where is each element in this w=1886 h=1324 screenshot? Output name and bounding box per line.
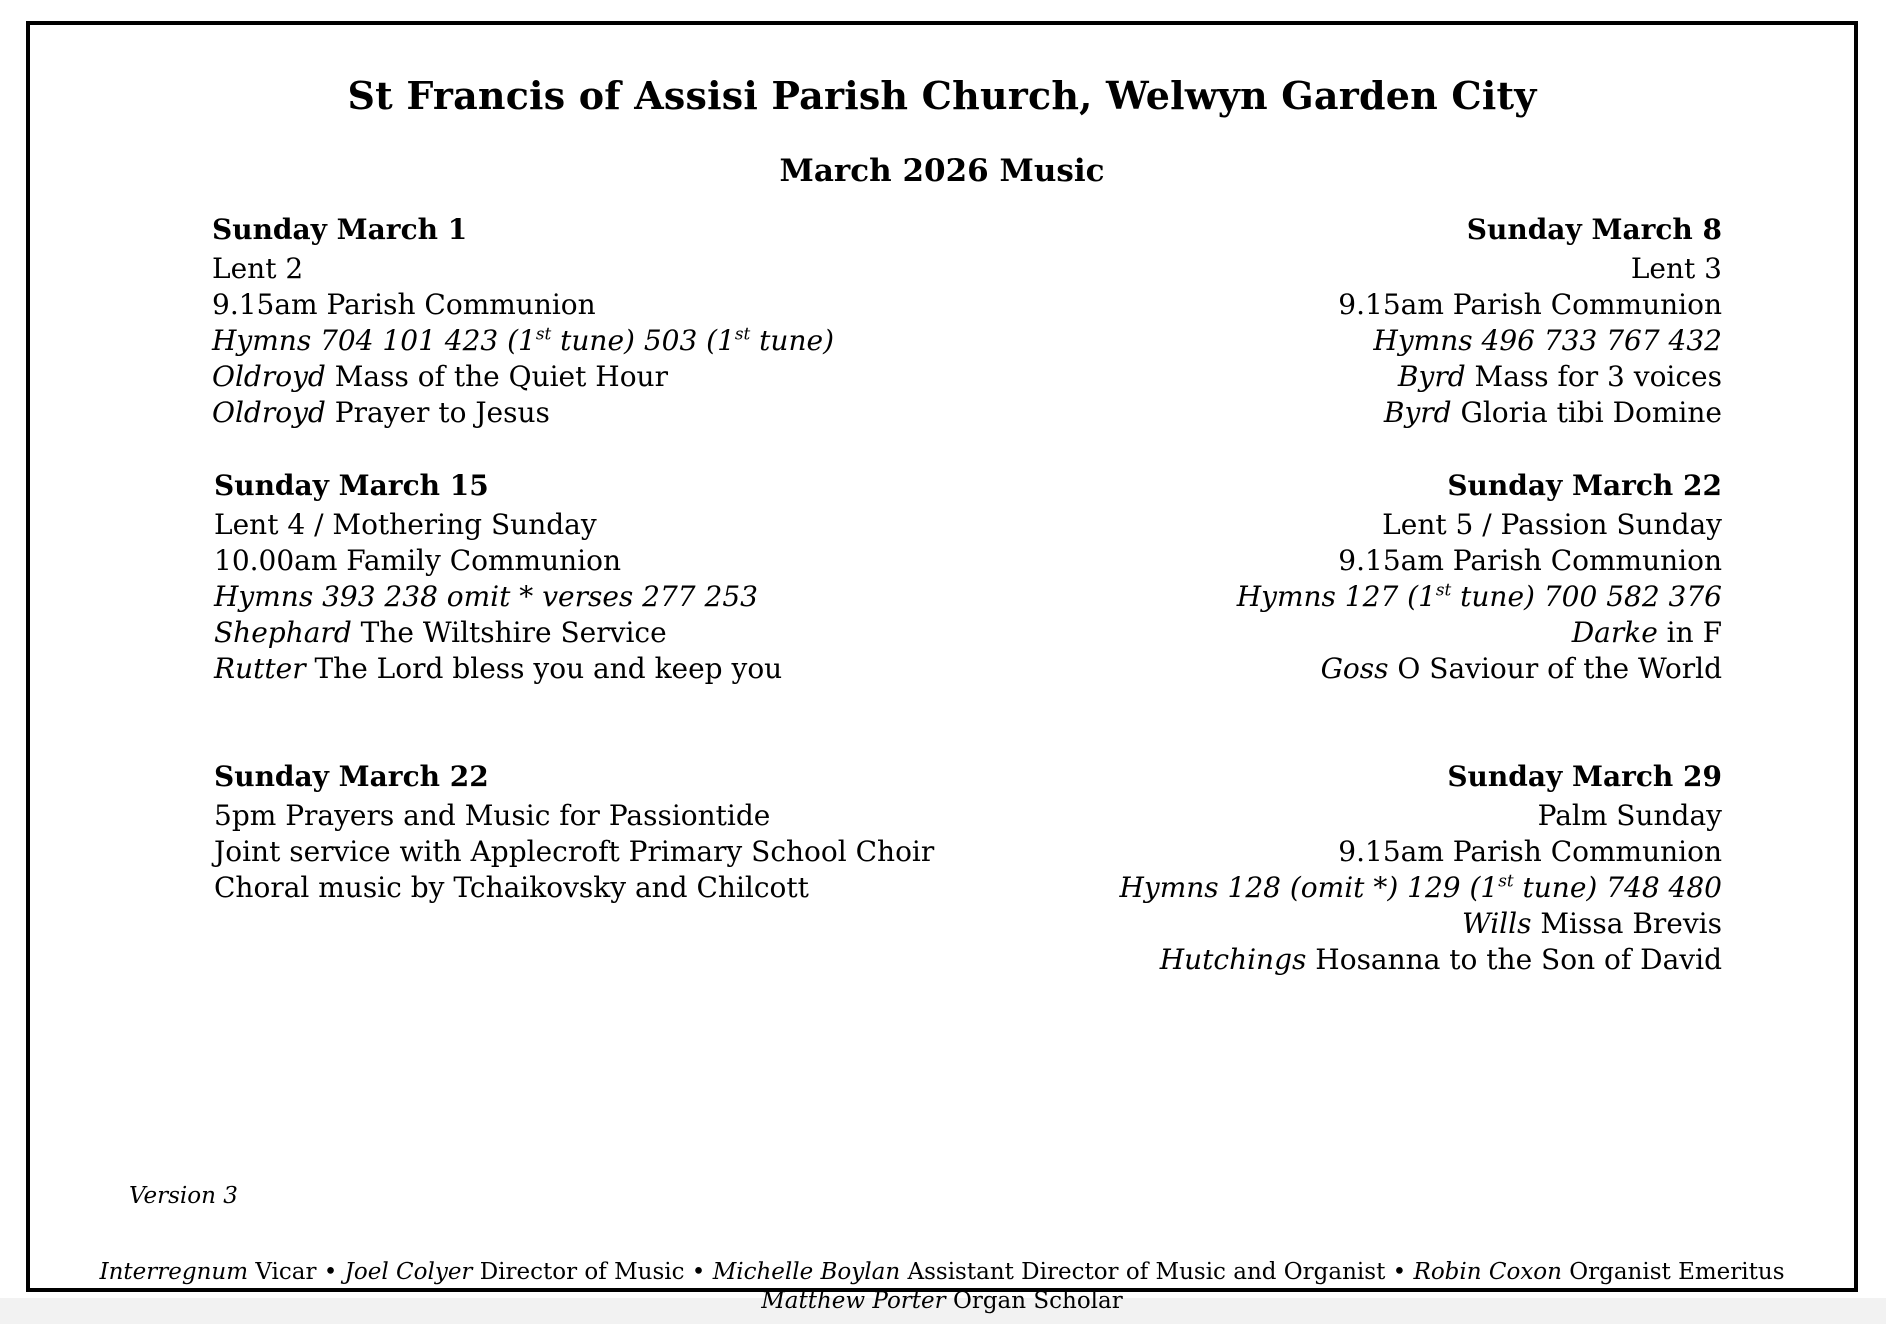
- service-setting: [842, 615, 1722, 651]
- staff-name: Robin Coxon: [1413, 1259, 1562, 1285]
- staff-name: Joel Colyer: [344, 1259, 473, 1285]
- staff-role: Vicar •: [248, 1259, 345, 1285]
- composer-name: Hutchings: [1159, 943, 1307, 976]
- hymns-text: tune): [750, 324, 834, 357]
- work-title: in F: [1657, 616, 1722, 649]
- service-occasion: Lent 5 / Passion Sunday: [1382, 508, 1722, 541]
- service-hymns: [842, 323, 1722, 359]
- composer-name: Goss: [1320, 652, 1389, 685]
- staff-role: Director of Music •: [472, 1259, 713, 1285]
- composer-name: Rutter: [214, 652, 306, 685]
- ordinal-suffix: st: [1498, 870, 1514, 891]
- service-occasion: Lent 2: [212, 252, 304, 285]
- work-title: Gloria tibi Domine: [1451, 396, 1722, 429]
- staff-line-1: [30, 1258, 1854, 1287]
- service-time: 9.15am Parish Communion: [1338, 544, 1722, 577]
- hymns-text: Hymns 393 238 omit * verses 277 253: [214, 580, 758, 613]
- ordinal-suffix: st: [1435, 579, 1452, 600]
- service-occasion: Lent 3: [1630, 252, 1722, 285]
- service-anthem: [842, 942, 1722, 978]
- service-occasion: Lent 4 / Mothering Sunday: [214, 508, 597, 541]
- service-time: 10.00am Family Communion: [214, 544, 621, 577]
- service-march-29: [842, 760, 1722, 978]
- service-march-22: [842, 469, 1722, 687]
- staff-role: Assistant Director of Music and Organist •: [900, 1259, 1414, 1285]
- service-time: 9.15am Parish Communion: [1338, 288, 1722, 321]
- staff-name: Interregnum: [99, 1259, 249, 1285]
- work-title: The Lord bless you and keep you: [305, 652, 783, 685]
- composer-name: Byrd: [1383, 396, 1452, 429]
- hymns-text: tune) 503 (1: [551, 324, 735, 357]
- composer-name: Shephard: [214, 616, 352, 649]
- work-title: Mass for 3 voices: [1465, 360, 1722, 393]
- service-day: Sunday March 22: [1447, 469, 1722, 502]
- hymns-text: Hymns 704 101 423 (1: [212, 324, 536, 357]
- work-title: Mass of the Quiet Hour: [325, 360, 668, 393]
- service-time: 9.15am Parish Communion: [212, 288, 596, 321]
- document-page: [26, 21, 1858, 1314]
- staff-role: Organist Emeritus: [1561, 1259, 1785, 1285]
- service-setting: [842, 359, 1722, 395]
- staff-footer: [30, 1258, 1854, 1316]
- staff-role: Organ Scholar: [945, 1288, 1123, 1314]
- composer-name: Oldroyd: [212, 360, 326, 393]
- composer-name: Byrd: [1397, 360, 1466, 393]
- composer-name: Wills: [1461, 907, 1532, 940]
- hymns-text: Hymns 496 733 767 432: [1373, 324, 1722, 357]
- service-line: Joint service with Applecroft Primary School Choir: [214, 835, 935, 868]
- service-day: Sunday March 22: [214, 760, 489, 793]
- service-line: 5pm Prayers and Music for Passiontide: [214, 799, 771, 832]
- page-subtitle: March 2026 Music: [779, 153, 1105, 189]
- ordinal-suffix: st: [734, 323, 751, 344]
- service-hymns: [842, 870, 1722, 906]
- staff-name: Matthew Porter: [761, 1288, 946, 1314]
- service-time: 9.15am Parish Communion: [1338, 835, 1722, 868]
- page-title: St Francis of Assisi Parish Church, Welwyn Garden City: [347, 73, 1537, 118]
- service-setting: [842, 906, 1722, 942]
- ordinal-suffix: st: [535, 323, 552, 344]
- hymns-text: tune) 748 480: [1513, 871, 1722, 904]
- composer-name: Darke: [1571, 616, 1658, 649]
- version-label: Version 3: [129, 1183, 238, 1209]
- service-anthem: [842, 651, 1722, 687]
- hymns-text: Hymns 127 (1: [1236, 580, 1436, 613]
- service-day: Sunday March 29: [1447, 760, 1722, 793]
- staff-line-2: [30, 1287, 1854, 1316]
- work-title: O Saviour of the World: [1388, 652, 1722, 685]
- hymns-text: tune) 700 582 376: [1451, 580, 1722, 613]
- service-day: Sunday March 1: [212, 213, 468, 246]
- service-day: Sunday March 8: [1466, 213, 1722, 246]
- service-line: Choral music by Tchaikovsky and Chilcott: [214, 871, 809, 904]
- service-anthem: [842, 395, 1722, 431]
- work-title: Prayer to Jesus: [325, 396, 550, 429]
- service-hymns: [842, 579, 1722, 615]
- service-occasion: Palm Sunday: [1537, 799, 1722, 832]
- hymns-text: Hymns 128 (omit *) 129 (1: [1119, 871, 1499, 904]
- service-march-8: [842, 213, 1722, 431]
- composer-name: Oldroyd: [212, 396, 326, 429]
- work-title: Hosanna to the Son of David: [1306, 943, 1722, 976]
- service-day: Sunday March 15: [214, 469, 489, 502]
- work-title: The Wiltshire Service: [351, 616, 667, 649]
- staff-name: Michelle Boylan: [712, 1259, 901, 1285]
- work-title: Missa Brevis: [1531, 907, 1722, 940]
